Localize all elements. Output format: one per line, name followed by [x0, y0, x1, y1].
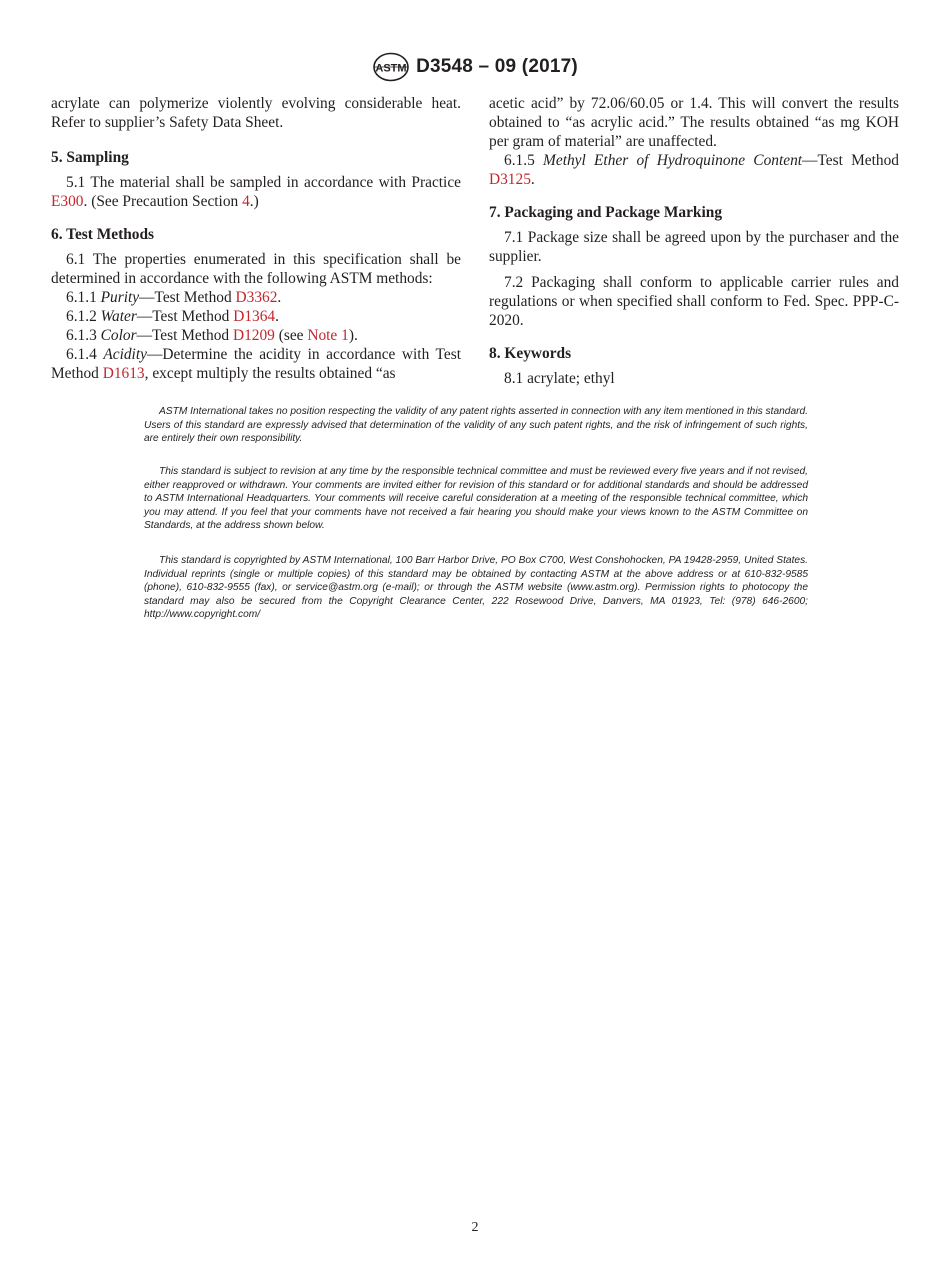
section-5-heading: 5. Sampling [51, 149, 129, 166]
page-number: 2 [471, 1220, 479, 1235]
paragraph-6-1-2: 6.1.2 Water—Test Method D1364. [66, 308, 279, 325]
link-e300[interactable]: E300 [51, 193, 84, 210]
link-section-4[interactable]: 4 [242, 193, 250, 210]
paragraph-8-1: 8.1 acrylate; ethyl [504, 370, 615, 387]
logo-text: ASTM [375, 62, 407, 75]
paragraph-6-1-5: 6.1.5 Methyl Ether of Hydroquinone Content—Test Method D3125. [489, 152, 899, 188]
link-d3125[interactable]: D3125 [489, 171, 531, 188]
link-d1209[interactable]: D1209 [232, 327, 275, 344]
paragraph-6-1-1: 6.1.1 Purity—Test Method D3362. [66, 289, 282, 306]
section-7-heading: 7. Packaging and Package Marking [489, 204, 723, 221]
right-column [489, 94, 899, 388]
copyright-notice: This standard is copyrighted by ASTM International, 100 Barr Harbor Drive, PO Box C700, West Conshohocken, PA 19428-2959, United States. Individual reprints (single or multiple copies) of this standard may be obtained by contacting ASTM at the above address or at 610-832-9585 (phone), 610-832-9555 (fax), or service@astm.org (e-mail); or through the ASTM website (www.astm.org). Permission rights to photocopy the standard may also be secured from the Copyright Clearance Center, 222 Rosewood Drive, Danvers, MA 01923, Tel: (978) 646-2600; http://www.copyright.com/ [144, 555, 808, 621]
paragraph-6-1-4: 6.1.4 Acidity—Determine the acidity in accordance with Test Method D1613, except multiply the results obtained “as [51, 346, 461, 382]
paragraph-5-1: 5.1 The material shall be sampled in accordance with Practice E300. (See Precaution Section 4.) [51, 174, 461, 210]
astm-logo-icon [372, 52, 410, 82]
link-d1613[interactable]: D1613 [102, 365, 145, 382]
continued-paragraph-6-1-4: acetic acid” by 72.06/60.05 or 1.4. This will convert the results obtained to “as acrylic acid.” The results obtained “as mg KOH per gram of material” are unaffected. [489, 95, 899, 150]
paragraph-7-2: 7.2 Packaging shall conform to applicable carrier rules and regulations or when specified shall conform to Fed. Spec. PPP-C-2020. [489, 274, 899, 329]
paragraph-7-1: 7.1 Package size shall be agreed upon by the purchaser and the supplier. [489, 229, 899, 265]
section-6-heading: 6. Test Methods [51, 226, 155, 243]
patent-notice: ASTM International takes no position respecting the validity of any patent rights asserted in connection with any item mentioned in this standard. Users of this standard are expressly advised that determination of the validity of any such patent rights, and the risk of infringement of such rights, are entirely their own responsibility. [144, 406, 808, 445]
section-8-heading: 8. Keywords [489, 345, 572, 362]
page-header [0, 52, 950, 87]
continued-paragraph: acrylate can polymerize violently evolving considerable heat. Refer to supplier’s Safety Data Sheet. [51, 95, 461, 131]
paragraph-6-1: 6.1 The properties enumerated in this specification shall be determined in accordance with the following ASTM methods: [51, 251, 461, 287]
paragraph-6-1-3: 6.1.3 Color—Test Method D1209 (see Note 1). [66, 327, 358, 344]
link-d3362[interactable]: D3362 [235, 289, 278, 306]
document-designation: D3548 – 09 (2017) [416, 56, 578, 77]
link-note-1[interactable]: Note 1 [307, 327, 349, 344]
revision-notice: This standard is subject to revision at any time by the responsible technical committee and must be reviewed every five years and if not revised, either reapproved or withdrawn. Your comments are invited either for revision of this standard or for additional standards and should be addressed to ASTM International Headquarters. Your comments will receive careful consideration at a meeting of the responsible technical committee, which you may attend. If you feel that your comments have not received a fair hearing you should make your views known to the ASTM Committee on Standards, at the address shown below. [144, 466, 808, 532]
left-column [51, 94, 461, 383]
link-d1364[interactable]: D1364 [233, 308, 276, 325]
